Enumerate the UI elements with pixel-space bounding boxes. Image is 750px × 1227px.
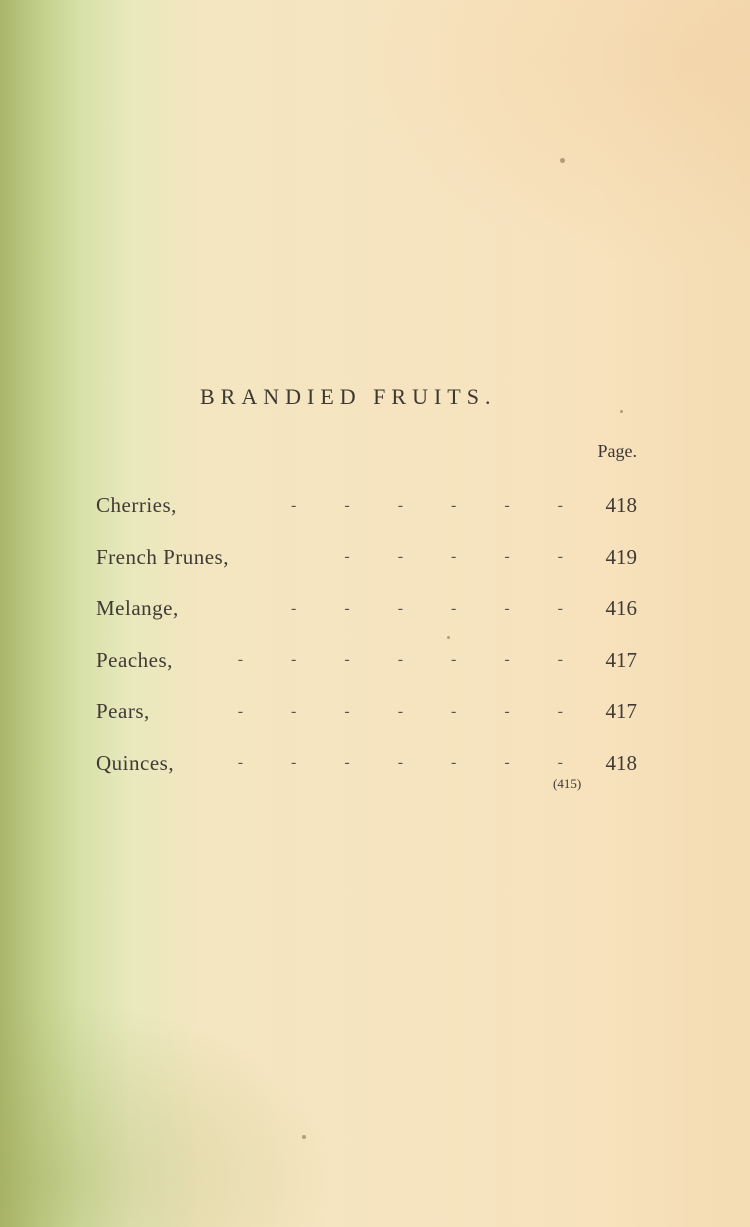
dot-leader: - - - - - - - xyxy=(237,754,585,772)
page-column-header: Page. xyxy=(597,441,637,461)
toc-entry-page: 418 xyxy=(605,493,637,518)
section-title: BRANDIED FRUITS. xyxy=(200,384,497,409)
toc-entry-label: Quinces, xyxy=(96,750,175,775)
toc-entry-french-prunes xyxy=(96,532,637,584)
table-of-contents xyxy=(96,480,637,789)
toc-entry-melange xyxy=(96,583,637,635)
dot-leader: - - - - - xyxy=(344,548,585,566)
paper-speck xyxy=(447,636,450,639)
paper-speck xyxy=(302,1135,306,1139)
toc-entry-page: 418 xyxy=(605,750,637,775)
dot-leader: - - - - - - xyxy=(291,496,585,514)
paper-speck xyxy=(560,158,565,163)
dot-leader: - - - - - - xyxy=(291,599,585,617)
toc-entry-label: Peaches, xyxy=(96,647,173,672)
toc-entry-label: Cherries, xyxy=(96,493,177,518)
toc-entry-page: 416 xyxy=(605,596,637,621)
dot-leader: - - - - - - - xyxy=(237,651,585,669)
toc-entry-label: Pears, xyxy=(96,699,150,724)
page-folio: (415) xyxy=(553,776,582,791)
toc-entry-peaches xyxy=(96,635,637,687)
toc-entry-pears xyxy=(96,686,637,738)
toc-entry-cherries xyxy=(96,480,637,532)
toc-entry-label: Melange, xyxy=(96,596,179,621)
dot-leader: - - - - - - - xyxy=(237,702,585,720)
toc-entry-page: 417 xyxy=(605,647,637,672)
toc-entry-page: 417 xyxy=(605,699,637,724)
toc-entry-page: 419 xyxy=(605,544,637,569)
paper-speck xyxy=(620,410,623,413)
toc-entry-label: French Prunes, xyxy=(96,544,229,569)
